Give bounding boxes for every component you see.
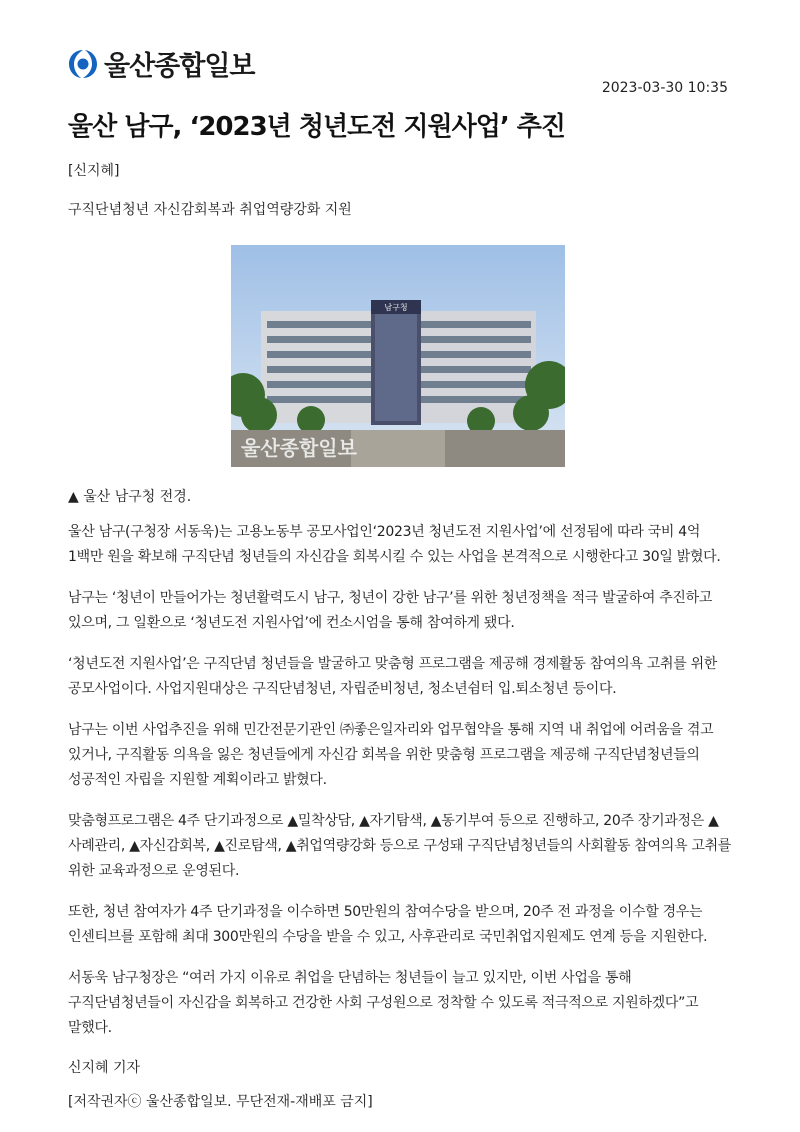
- copyright-notice: [저작권자ⓒ 울산종합일보. 무단전재-재배포 금지]: [68, 1094, 373, 1110]
- article-paragraph: 울산 남구(구청장 서동욱)는 고용노동부 공모사업인‘2023년 청년도전 지원사업’에 선정됨에 따라 국비 4억 1백만 원을 확보해 구직단념 청년들의 자신감을 회복시킬 수 있는 사업을 본격적으로 시행한다고 30일 밝혔다.: [68, 524, 721, 565]
- article-paragraph: 남구는 이번 사업추진을 위해 민간전문기관인 ㈜좋은일자리와 업무협약을 통해 지역 내 취업에 어려움을 겪고 있거나, 구직활동 의욕을 잃은 청년들에게 자신감 회복을 위한 맞춤형 프로그램을 제공해 구직단념청년들의 성공적인 자립을 지원할 계획이라고 밝혔다.: [68, 722, 714, 788]
- building-sign: 남구청: [384, 303, 408, 312]
- article-paragraph: 남구는 ‘청년이 만들어가는 청년활력도시 남구, 청년이 강한 남구’를 위한 청년정책을 적극 발굴하여 추진하고 있으며, 그 일환으로 ‘청년도전 지원사업’에 컨소시엄을 통해 참여하게 됐다.: [68, 590, 713, 631]
- article-body: [68, 520, 732, 1111]
- photo-watermark: 울산종합일보: [241, 436, 357, 460]
- logo-mark-icon: [66, 47, 100, 81]
- photo-caption: ▲ 울산 남구청 전경.: [68, 489, 192, 505]
- publish-datetime: 2023-03-30 10:35: [601, 80, 728, 96]
- byline: [신지혜]: [68, 163, 120, 179]
- reporter-name: 신지혜 기자: [68, 1060, 141, 1076]
- article-paragraph: ‘청년도전 지원사업’은 구직단념 청년들을 발굴하고 맞춤형 프로그램을 제공해 경제활동 참여의욕 고취를 위한 공모사업이다. 사업지원대상은 구직단념청년, 자립준비청년, 청소년쉼터 입․퇴소청년 등이다.: [68, 656, 718, 697]
- article-photo: [231, 245, 565, 467]
- article-paragraph: 서동욱 남구청장은 “여러 가지 이유로 취업을 단념하는 청년들이 늘고 있지만, 이번 사업을 통해 구직단념청년들이 자신감을 회복하고 건강한 사회 구성원으로 정착할 수 있도록 적극적으로 지원하겠다”고 말했다.: [68, 970, 699, 1036]
- article-subtitle: 구직단념청년 자신감회복과 취업역량강화 지원: [68, 202, 352, 218]
- site-logo[interactable]: [66, 44, 255, 83]
- building-illustration: [231, 245, 565, 467]
- article-title: 울산 남구, ‘2023년 청년도전 지원사업’ 추진: [68, 112, 565, 142]
- article-paragraph: 또한, 청년 참여자가 4주 단기과정을 이수하면 50만원의 참여수당을 받으며, 20주 전 과정을 이수할 경우는 인센티브를 포함해 최대 300만원의 수당을 받을 수 있고, 사후관리로 국민취업지원제도 연계 등을 지원한다.: [68, 904, 708, 945]
- article-paragraph: 맞춤형프로그램은 4주 단기과정으로 ▲밀착상담, ▲자기탐색, ▲동기부여 등으로 진행하고, 20주 장기과정은 ▲사례관리, ▲자신감회복, ▲진로탐색, ▲취업역량강화 등으로 구성돼 구직단념청년들의 사회활동 참여의욕 고취를 위한 교육과정으로 운영된다.: [68, 813, 732, 879]
- logo-text: 울산종합일보: [104, 51, 255, 82]
